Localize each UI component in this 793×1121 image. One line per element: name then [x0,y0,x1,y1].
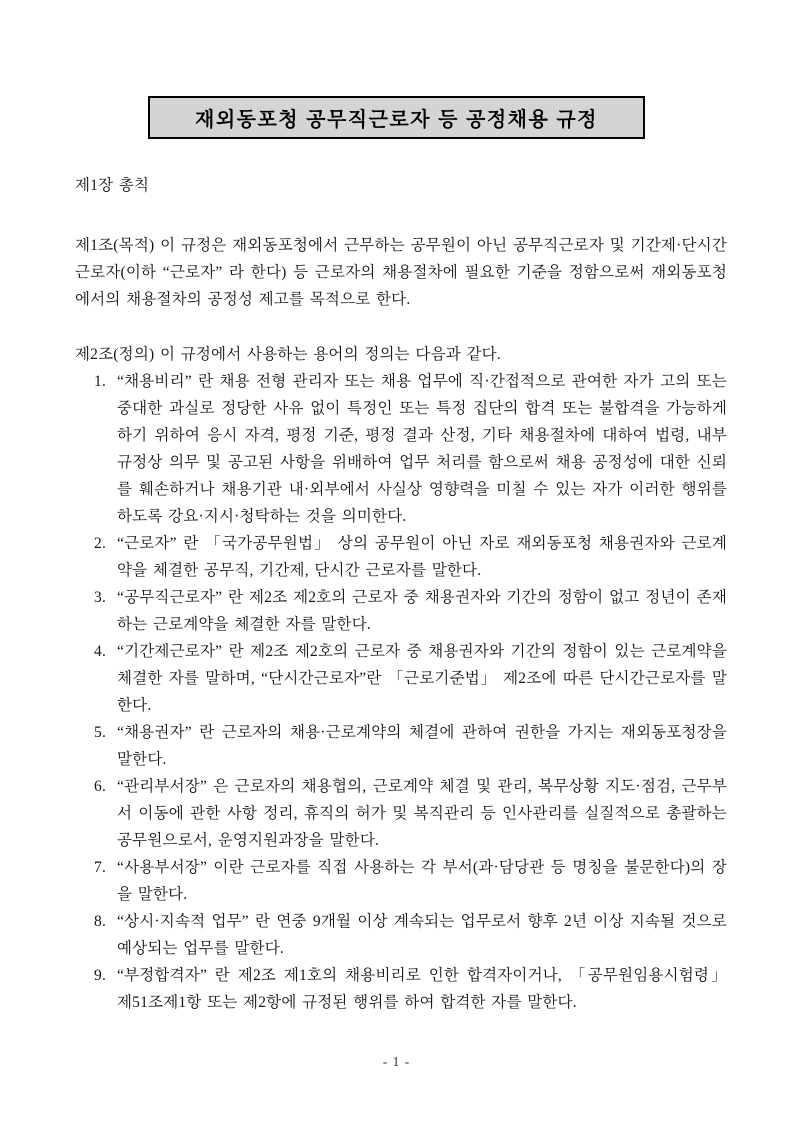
chapter-heading: 제1장 총칙 [75,177,150,194]
definition-text: “기간제근로자” 란 제2조 제2호의 근로자 중 채용권자와 기간의 정함이 있는 근로계약을 체결한 자를 말하며, “단시간근로자”란 「근로기준법」 제2조에 따른 단시간근로자를 말한다. [117,643,727,714]
definition-text: “사용부서장” 이란 근로자를 직접 사용하는 각 부서(과·담당관 등 명칭을 불문한다)의 장을 말한다. [117,859,727,903]
definition-number: 9. [94,967,107,984]
definitions-list [75,368,727,1016]
document-title: 재외동포청 공무직근로자 등 공정채용 규정 [195,109,598,131]
definition-item [75,854,727,908]
definition-number: 8. [94,913,107,930]
definition-number: 5. [94,724,107,741]
definition-item [75,773,727,854]
definition-text: “관리부서장” 은 근로자의 채용협의, 근로계약 체결 및 관리, 복무상황 지도·점검, 근무부서 이동에 관한 사항 정리, 휴직의 허가 및 복직관리 등 인사관리를 실질적으로 총괄하는 공무원으로서, 운영지원과장을 말한다. [117,778,727,849]
definition-number: 6. [94,778,107,795]
page-number: - 1 - [382,1054,411,1069]
definition-number: 2. [94,535,107,552]
definition-text: “채용권자” 란 근로자의 채용·근로계약의 체결에 관하여 권한을 가지는 재외동포청장을 말한다. [117,724,727,768]
definition-item [75,962,727,1016]
definition-item [75,584,727,638]
article-1-text: 제1조(목적) 이 규정은 재외동포청에서 근무하는 공무원이 아닌 공무직근로자 및 기간제·단시간근로자(이하 “근로자” 라 한다) 등 근로자의 채용절차에 필요한 기준을 정함으로써 재외동포청에서의 채용절차의 공정성 제고를 목적으로 한다. [75,237,727,308]
definition-number: 3. [94,589,107,606]
definition-text: “상시·지속적 업무” 란 연중 9개월 이상 계속되는 업무로서 향후 2년 이상 지속될 것으로 예상되는 업무를 말한다. [117,913,727,957]
document-title-box [148,96,645,139]
definition-text: “채용비리” 란 채용 전형 관리자 또는 채용 업무에 직·간접적으로 관여한 자가 고의 또는 중대한 과실로 정당한 사유 없이 특정인 또는 특정 집단의 합격 또는 불합격을 가능하게 하기 위하여 응시 자격, 평정 기준, 평정 결과 산정, 기타 채용절차에 대하여 법령, 내부 규정상 의무 및 공고된 사항을 위배하여 업무 처리를 함으로써 채용 공정성에 대한 신뢰를 훼손하거나 채용기관 내·외부에서 사실상 영향력을 미칠 수 있는 자가 이러한 행위를 하도록 강요·지시·청탁하는 것을 의미한다. [117,373,727,525]
definition-text: “공무직근로자” 란 제2조 제2호의 근로자 중 채용권자와 기간의 정함이 없고 정년이 존재하는 근로계약을 체결한 자를 말한다. [117,589,727,633]
definition-item [75,638,727,719]
document-body [75,172,727,1016]
definition-item [75,530,727,584]
definition-text: “근로자” 란 「국가공무원법」 상의 공무원이 아닌 자로 재외동포청 채용권자와 근로계약을 체결한 공무직, 기간제, 단시간 근로자를 말한다. [117,535,727,579]
definition-number: 1. [94,373,107,390]
definition-number: 7. [94,859,107,876]
definition-text: “부정합격자” 란 제2조 제1호의 채용비리로 인한 합격자이거나, 「공무원임용시험령」 제51조제1항 또는 제2항에 규정된 행위를 하여 합격한 자를 말한다. [117,967,727,1011]
definition-item [75,368,727,530]
definition-number: 4. [94,643,107,660]
definition-item [75,719,727,773]
article-2-intro: 제2조(정의) 이 규정에서 사용하는 용어의 정의는 다음과 같다. [75,346,501,363]
definition-item [75,908,727,962]
